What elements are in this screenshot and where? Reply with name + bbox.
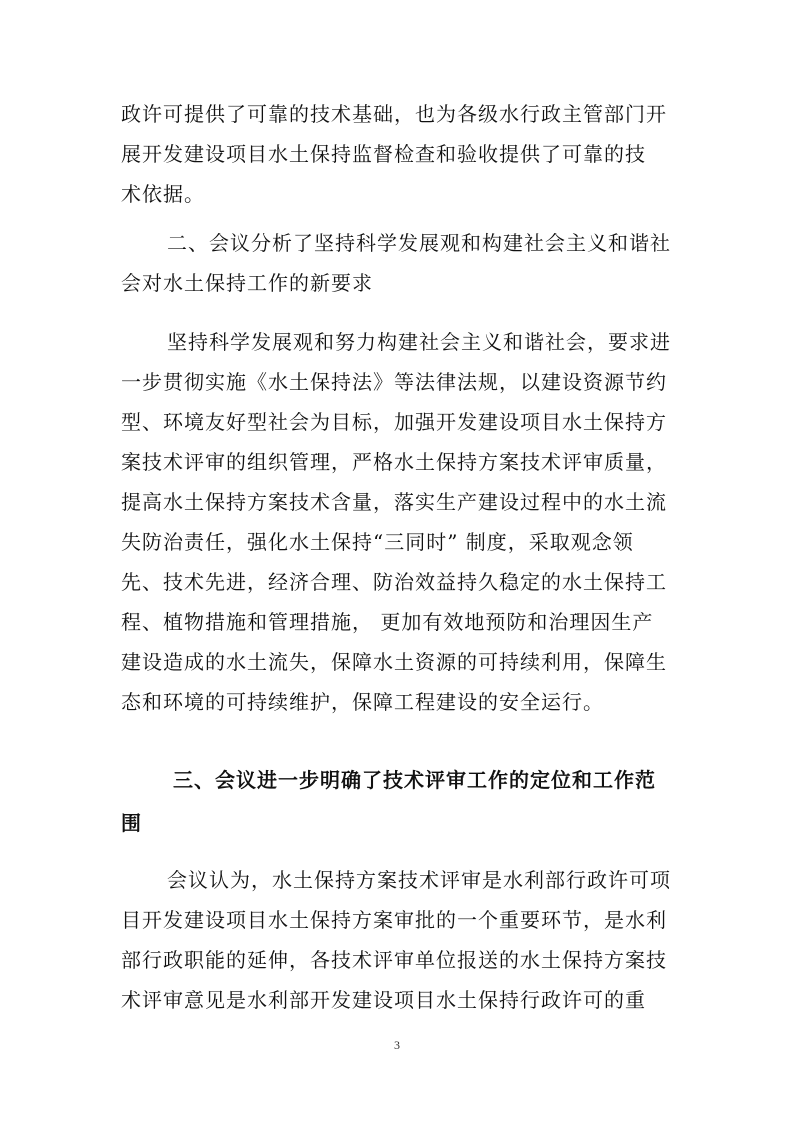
section-3-heading [121,760,681,843]
text-line: 坚持科学发展观和努力构建社会主义和谐社会，要求进 [167,330,671,354]
text-line: 术依据。 [121,182,205,206]
heading-line: 三、会议进一步明确了技术评审工作的定位和工作范 [173,768,656,792]
text-line: 目开发建设项目水土保持方案审批的一个重要环节，是水利 [121,908,667,932]
text-line: 失防治责任，强化水土保持“三同时” 制度，采取观念领 [121,530,634,554]
text-line: 政许可提供了可靠的技术基础，也为各级水行政主管部门开 [121,102,667,126]
continuation-paragraph [121,94,681,214]
text-line: 展开发建设项目水土保持监督检查和验收提供了可靠的技 [121,142,646,166]
heading-line: 会对水土保持工作的新要求 [121,271,373,295]
page-number: 3 [394,1038,400,1052]
text-line: 提高水土保持方案技术含量，落实生产建设过程中的水土流 [121,490,667,514]
text-line: 程、植物措施和管理措施， 更加有效地预防和治理因生产 [121,610,654,634]
heading-line: 二、会议分析了坚持科学发展观和构建社会主义和谐社 [167,231,671,255]
section-3-paragraph [121,860,681,1020]
section-2-heading [121,223,681,303]
text-line: 术评审意见是水利部开发建设项目水土保持行政许可的重 [121,988,646,1012]
text-line: 型、环境友好型社会为目标，加强开发建设项目水土保持方 [121,410,667,434]
text-line: 部行政职能的延伸，各技术评审单位报送的水土保持方案技 [121,948,667,972]
text-line: 会议认为，水土保持方案技术评审是水利部行政许可项 [167,868,671,892]
text-line: 先、技术先进，经济合理、防治效益持久稳定的水土保持工 [121,570,667,594]
section-2-paragraph [121,322,681,722]
text-line: 建设造成的水土流失，保障水土资源的可持续利用，保障生 [121,650,667,674]
text-line: 案技术评审的组织管理，严格水土保持方案技术评审质量， [121,450,667,474]
text-line: 一步贯彻实施《水土保持法》等法律法规，以建设资源节约 [121,370,667,394]
text-line: 态和环境的可持续维护，保障工程建设的安全运行。 [121,690,604,714]
heading-line: 围 [121,811,142,835]
